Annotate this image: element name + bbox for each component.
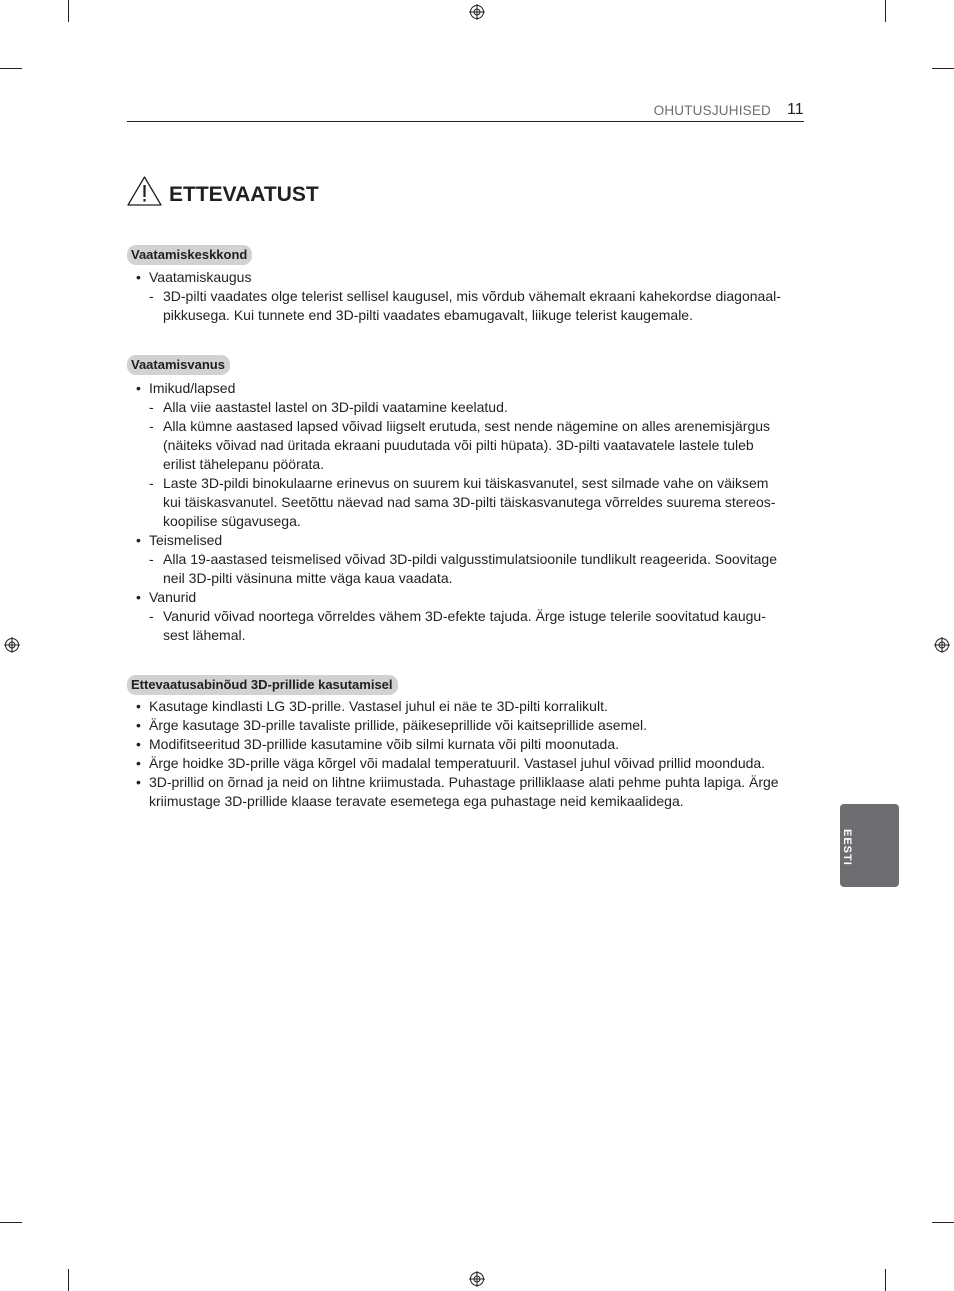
list-subitem: Alla kümne aastased lapsed võivad liigselt erutuda, sest nende nägemine on alles arenemisjärgus (163, 418, 771, 434)
registration-mark-icon (469, 4, 485, 20)
list-item: kriimustage 3D-prillide klaase teravate esemetega ega puhastage neid kemikaalidega. (149, 793, 684, 809)
header-rule (127, 121, 804, 122)
warning-triangle-icon (126, 175, 163, 207)
list-item: Teismelised (149, 532, 223, 548)
registration-mark-icon (934, 637, 950, 653)
dash-marker: - (149, 288, 154, 304)
crop-mark (0, 1222, 22, 1223)
dash-marker: - (149, 399, 154, 415)
registration-mark-icon (4, 637, 20, 653)
bullet-marker: • (136, 736, 141, 752)
page-title (126, 175, 319, 207)
dash-marker: - (149, 418, 154, 434)
section-label: Ettevaatusabinõud 3D-prillide kasutamisel (127, 675, 398, 695)
title-text: ETTEVAATUST (169, 183, 319, 206)
section-label: Vaatamisvanus (127, 355, 230, 375)
list-item: 3D-prillid on õrnad ja neid on lihtne kriimustada. Puhastage prilliklaase alati pehme puhta lapiga. Ärge (149, 774, 779, 790)
crop-mark (932, 1222, 954, 1223)
registration-mark-icon (469, 1271, 485, 1287)
header-section: OHUTUSJUHISED (653, 103, 771, 118)
dash-marker: - (149, 608, 154, 624)
crop-mark (885, 0, 886, 22)
list-subitem: Alla 19-aastased teismelised võivad 3D-pildi valgusstimulatsioonile tundlikult reageerida. Soovitage (163, 551, 778, 567)
list-subitem: kui täiskasvanutel. Seetõttu näevad nad sama 3D-pilti täiskasvanutega võrreldes suurema stereos- (163, 494, 776, 510)
bullet-marker: • (136, 532, 141, 548)
page-number: 11 (787, 101, 804, 118)
list-subitem: 3D-pilti vaadates olge telerist sellisel kaugusel, mis võrdub vähemalt ekraani kahekordse diagonaal- (163, 288, 781, 304)
list-subitem: (näiteks võivad nad üritada ekraani puudutada või pilti hüpata). 3D-pilti vaatavatele lastele tuleb (163, 437, 754, 453)
crop-mark (932, 68, 954, 69)
crop-mark (68, 1269, 69, 1291)
list-subitem: neil 3D-pilti väsinuna mitte väga kaua vaadata. (163, 570, 453, 586)
list-subitem: Alla viie aastastel lastel on 3D-pildi vaatamine keelatud. (163, 399, 508, 415)
list-item: Modifitseeritud 3D-prillide kasutamine võib silmi kurnata või pilti moonutada. (149, 736, 619, 752)
list-subitem: sest lähemal. (163, 627, 246, 643)
language-tab-label: EESTI (841, 829, 853, 866)
list-subitem: erilist tähelepanu pöörata. (163, 456, 325, 472)
dash-marker: - (149, 475, 154, 491)
bullet-marker: • (136, 380, 141, 396)
list-item: Ärge hoidke 3D-prille väga kõrgel või madalal temperatuuril. Vastasel juhul võivad prillid moonduda. (149, 755, 766, 771)
list-item: Kasutage kindlasti LG 3D-prille. Vastasel juhul ei näe te 3D-pilti korralikult. (149, 698, 608, 714)
list-subitem: Vanurid võivad noortega võrreldes vähem 3D-efekte tajuda. Ärge istuge telerile soovitatud kaugu- (163, 608, 766, 624)
list-subitem: Laste 3D-pildi binokulaarne erinevus on suurem kui täiskasvanutel, sest silmade vahe on väiksem (163, 475, 769, 491)
crop-mark (885, 1269, 886, 1291)
bullet-marker: • (136, 755, 141, 771)
list-subitem: pikkusega. Kui tunnete end 3D-pilti vaadates ebamugavalt, liikuge telerist kaugemale. (163, 307, 693, 323)
section-label: Vaatamiskeskkond (127, 245, 252, 265)
crop-mark (68, 0, 69, 22)
bullet-marker: • (136, 774, 141, 790)
bullet-marker: • (136, 698, 141, 714)
list-item: Vanurid (149, 589, 197, 605)
bullet-marker: • (136, 717, 141, 733)
crop-mark (0, 68, 22, 69)
list-subitem: koopilise sügavusega. (163, 513, 301, 529)
dash-marker: - (149, 551, 154, 567)
list-item: Imikud/lapsed (149, 380, 236, 396)
list-item: Vaatamiskaugus (149, 269, 252, 285)
list-item: Ärge kasutage 3D-prille tavaliste prillide, päikeseprillide või kaitseprillide asemel. (149, 717, 648, 733)
bullet-marker: • (136, 269, 141, 285)
bullet-marker: • (136, 589, 141, 605)
